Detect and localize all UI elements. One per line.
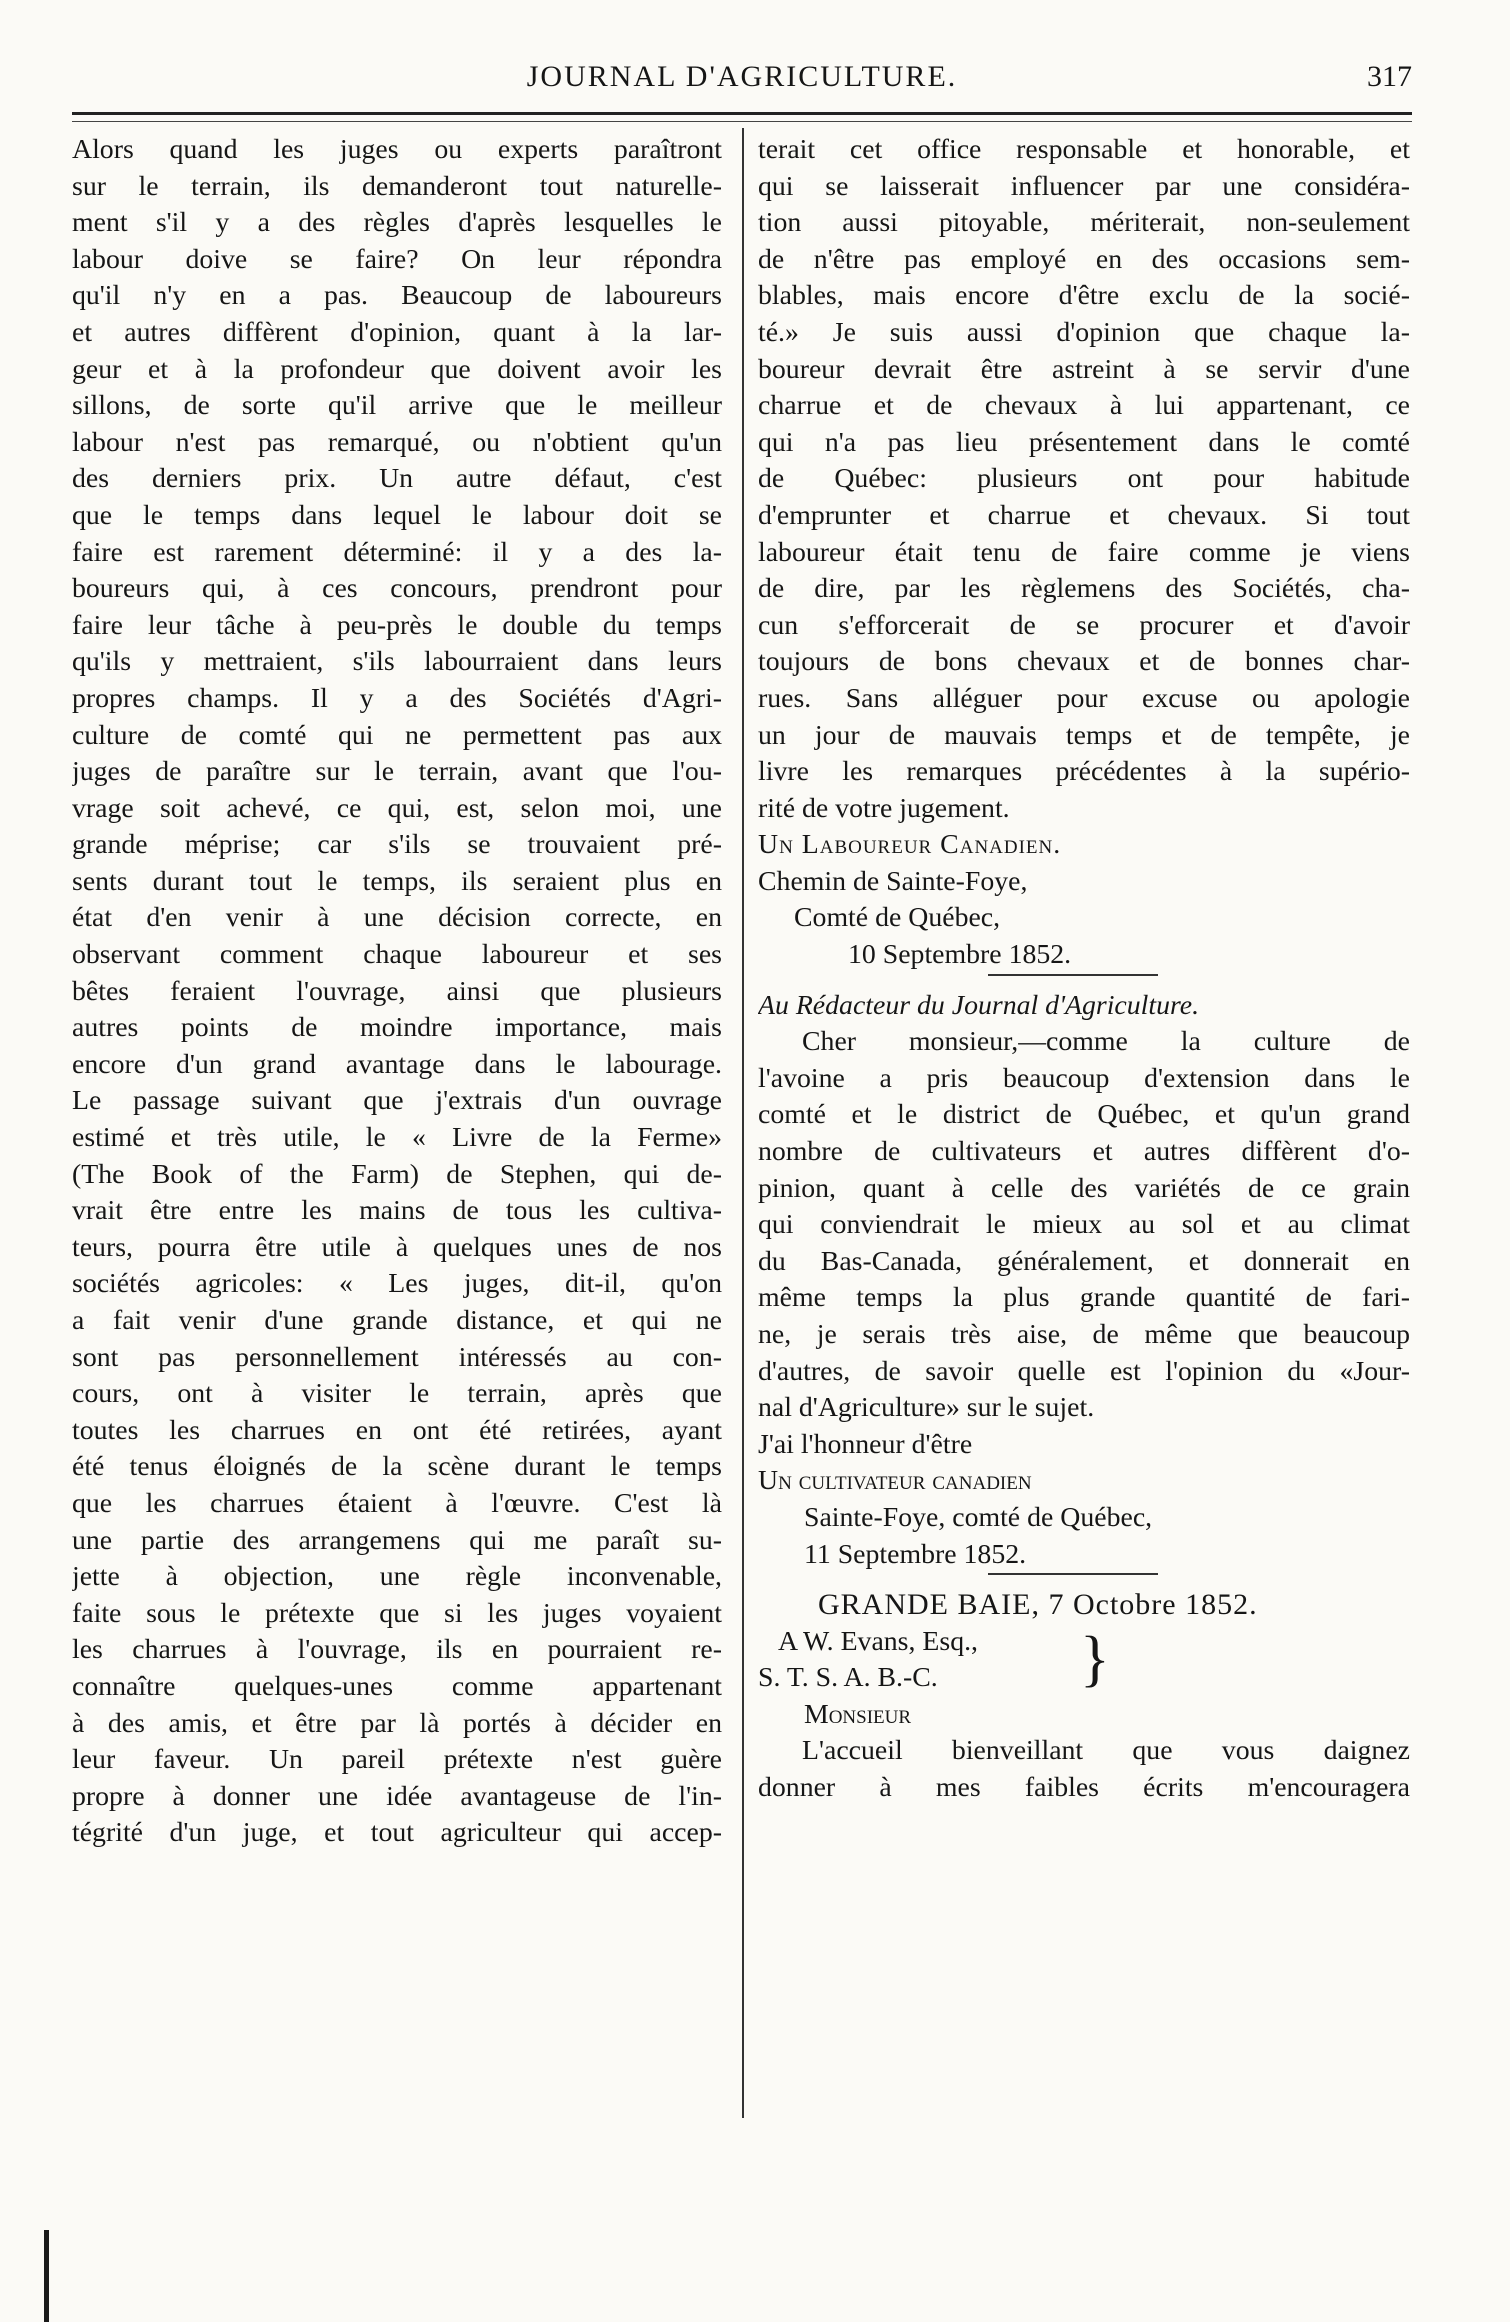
left-column-line: et autres diffèrent d'opinion, quant à la lar- [72,316,722,348]
left-column-line: culture de comté qui ne permettent pas aux [72,719,722,751]
letter-1-signature: Un Laboureur Canadien. [758,829,1062,861]
letter-1-line: de dire, par les règlemens des Sociétés, cha- [758,573,1410,605]
letter-2-heading: Au Rédacteur du Journal d'Agriculture. [758,989,1200,1021]
journal-title: JOURNAL D'AGRICULTURE. [526,60,958,93]
letter-2-line: ne, je serais très aise, de même que beaucoup [758,1319,1410,1350]
page-number: 317 [1367,60,1412,93]
letter-1-line: de n'être pas employé en des occasions sem- [758,243,1410,275]
left-column-line: état d'en venir à une décision correcte, en [72,902,722,934]
left-column-line: vrage soit achevé, ce qui, est, selon moi, une [72,792,722,824]
left-column-line: Le passage suivant que j'extrais d'un ouvrage [72,1085,722,1117]
letter-3-salutation: Monsieur [804,1698,912,1730]
letter-2-line: l'avoine a pris beaucoup d'extension dans le [758,1062,1410,1094]
letter-2-line: même temps la plus grande quantité de fari- [758,1282,1410,1314]
left-column-line: leur faveur. Un pareil prétexte n'est guère [72,1744,722,1776]
left-column-line: faire leur tâche à peu-près le double du temps [72,609,722,641]
left-column-line: faire est rarement déterminé: il y a des la- [72,536,722,568]
letter-3-body [758,1733,1410,1806]
letter-1-county: Comté de Québec, [794,902,1001,934]
letter-1-line: rues. Sans alléguer pour excuse ou apologie [758,682,1410,714]
letter-1-line: d'emprunter et charrue et chevaux. Si tout [758,499,1410,531]
left-column-line: connaître quelques-unes comme appartenant [72,1670,722,1702]
letter-3-addressee [758,1624,1410,1697]
left-column-line: jette à objection, une règle inconvenable, [72,1561,722,1593]
left-column-line: (The Book of the Farm) de Stephen, qui de- [72,1158,722,1190]
letter-2-body [758,1024,1410,1427]
left-column-line: qu'ils y mettraient, s'ils labourraient dans leurs [72,646,722,678]
addressee-name: A W. Evans, Esq., [778,1625,978,1657]
left-column-line: Alors quand les juges ou experts paraîtront [72,134,722,165]
header-rule-thin [72,121,1412,122]
letter-2-line: d'autres, de savoir quelle est l'opinion du «Jour- [758,1355,1410,1387]
letter-1-line: té.» Je suis aussi d'opinion que chaque la- [758,316,1410,348]
letter-2-line: comté et le district de Québec, et qu'un grand [758,1099,1410,1131]
letter-3-line: donner à mes faibles écrits m'encouragera [758,1771,1410,1803]
left-column-line: labour n'est pas remarqué, ou n'obtient qu'un [72,426,722,458]
left-column-line: propres champs. Il y a des Sociétés d'Agri- [72,682,722,714]
left-column-line: autres points de moindre importance, mais [72,1012,722,1044]
letter-2-line: du Bas-Canada, généralement, et donnerait en [758,1245,1410,1277]
letter-1-line: toujours de bons chevaux et de bonnes char- [758,646,1410,678]
column-divider [742,128,744,2118]
margin-mark [44,2230,49,2322]
addressee-title: S. T. S. A. B.-C. [758,1661,938,1693]
letter-1-line: tion aussi pitoyable, mériterait, non-seulement [758,207,1410,239]
left-column-line: ment s'il y a des règles d'après lesquelles le [72,207,722,239]
left-column-line: observant comment chaque laboureur et ses [72,939,722,971]
section-rule [758,974,1410,988]
letter-1-line: un jour de mauvais temps et de tempête, je [758,719,1410,751]
letter-3-heading: GRANDE BAIE, 7 Octobre 1852. [818,1588,1258,1622]
left-column-line: sur le terrain, ils demanderont tout naturelle- [72,170,722,202]
left-column-line: labour doive se faire? On leur répondra [72,243,722,275]
left-column-line: cours, ont à visiter le terrain, après que [72,1378,722,1410]
left-column-line: qu'il n'y en a pas. Beaucoup de laboureurs [72,280,722,312]
letter-2-honour: J'ai l'honneur d'être [758,1428,973,1460]
right-column [758,132,1410,1807]
letter-2-signature: Un cultivateur canadien [758,1465,1032,1497]
left-column-line: juges de paraître sur le terrain, avant que l'ou- [72,756,722,788]
left-column-line: encore d'un grand avantage dans le labourage. [72,1048,722,1080]
left-column-line: que les charrues étaient à l'œuvre. C'est là [72,1487,722,1519]
letter-1-line: cun s'efforcerait de se procurer et d'avoir [758,609,1410,641]
letter-1-place: Chemin de Sainte-Foye, [758,865,1028,897]
left-column-line: bêtes feraient l'ouvrage, ainsi que plusieurs [72,975,722,1007]
letter-1-line: laboureur était tenu de faire comme je viens [758,536,1410,568]
left-column-line: des derniers prix. Un autre défaut, c'est [72,463,722,495]
letter-2-place: Sainte-Foye, comté de Québec, [804,1501,1153,1533]
letter-1-line: qui n'a pas lieu présentement dans le comté [758,426,1410,458]
brace-glyph: } [1080,1624,1110,1693]
letter-1-line: de Québec: plusieurs ont pour habitude [758,463,1410,495]
letter-1-line: blables, mais encore d'être exclu de la socié- [758,280,1410,312]
letter-1-line: livre les remarques précédentes à la supério- [758,756,1410,788]
left-column-line: faite sous le prétexte que si les juges voyaient [72,1597,722,1629]
left-column-line: a fait venir d'une grande distance, et qui ne [72,1305,722,1336]
left-column-line: grande méprise; car s'ils se trouvaient pré- [72,829,722,861]
letter-2-line: Cher monsieur,—comme la culture de [802,1026,1410,1058]
left-column-line: teurs, pourra être utile à quelques unes de nos [72,1231,722,1263]
letter-1-line: terait cet office responsable et honorable, et [758,134,1410,165]
letter-2-line: qui conviendrait le mieux au sol et au climat [758,1209,1410,1241]
running-header [72,58,1412,110]
letter-1-date: 10 Septembre 1852. [848,939,1072,971]
letter-1-line: rité de votre jugement. [758,792,1010,824]
left-column-line: geur et à la profondeur que doivent avoir les [72,353,722,385]
left-column-line: sociétés agricoles: « Les juges, dit-il, qu'on [72,1268,722,1300]
letter-2-date: 11 Septembre 1852. [804,1538,1027,1570]
letter-1-body [758,132,1410,827]
left-column-line: sillons, de sorte qu'il arrive que le meilleur [72,390,722,422]
left-column-line: les charrues à l'ouvrage, ils en pourraient re- [72,1634,722,1666]
header-rule [72,112,1412,115]
left-column-line: été tenus éloignés de la scène durant le temps [72,1451,722,1483]
left-column-line: estimé et très utile, le « Livre de la Ferme» [72,1122,722,1154]
left-column-line: toutes les charrues en ont été retirées, ayant [72,1414,722,1446]
letter-1-line: boureur devrait être astreint à se servir d'une [758,353,1410,385]
left-column [72,132,722,1852]
left-column-line: propre à donner une idée avantageuse de l'in- [72,1780,722,1812]
left-column-line: tégrité d'un juge, et tout agriculteur qui accep- [72,1817,722,1849]
left-column-line: vrait être entre les mains de tous les cultiva- [72,1195,722,1227]
letter-2-line: nombre de cultivateurs et autres diffèrent d'o- [758,1136,1410,1168]
left-column-line: que le temps dans lequel le labour doit se [72,499,722,531]
left-column-line: sont pas personnellement intéressés au con- [72,1341,722,1373]
letter-3-line: L'accueil bienveillant que vous daignez [802,1735,1410,1767]
letter-1-line: charrue et de chevaux à lui appartenant, ce [758,390,1410,422]
left-column-line: à des amis, et être par là portés à décider en [72,1707,722,1739]
left-column-line: boureurs qui, à ces concours, prendront pour [72,573,722,605]
left-column-line: sents durant tout le temps, ils seraient plus en [72,865,722,897]
letter-2-line: nal d'Agriculture» sur le sujet. [758,1392,1095,1424]
left-column-line: une partie des arrangemens qui me paraît su- [72,1524,722,1556]
section-rule-2 [758,1573,1410,1587]
letter-1-line: qui se laisserait influencer par une considéra- [758,170,1410,202]
letter-2-line: pinion, quant à celle des variétés de ce grain [758,1172,1410,1204]
